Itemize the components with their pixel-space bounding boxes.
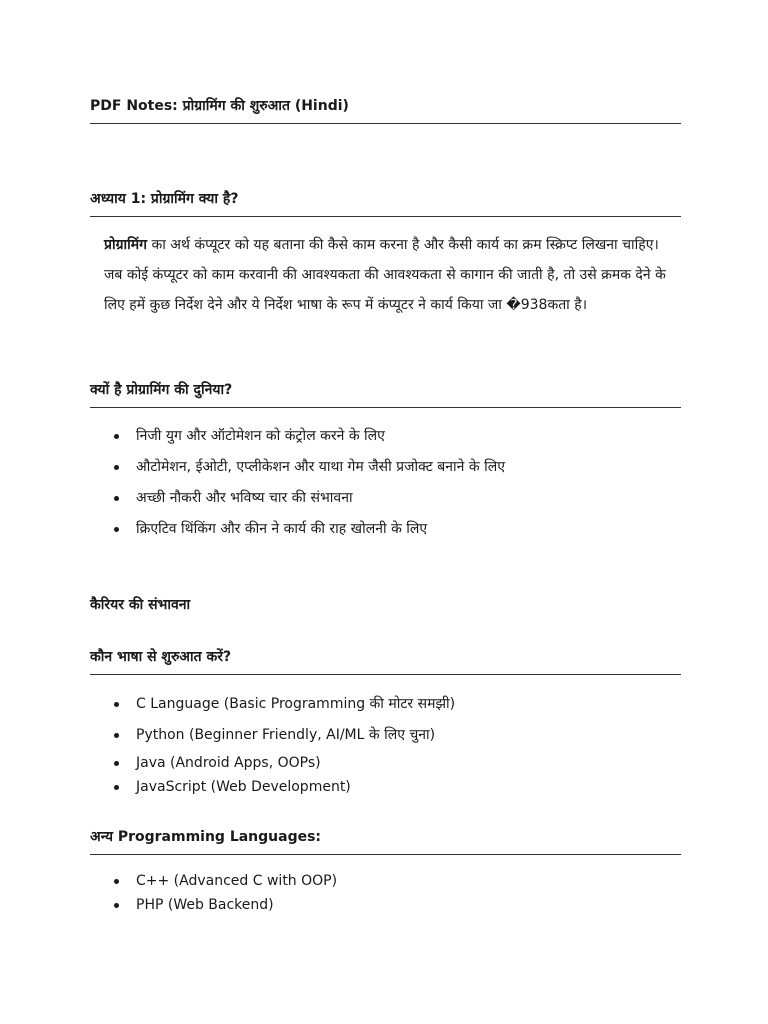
list-item: औटोमेशन, ईओटी, एप्लीकेशन और याथा गेम जैसी प्रजोक्ट बनाने के लिए: [104, 456, 664, 487]
career-heading: कैरियर की संभावना: [90, 597, 191, 613]
list-item: C++ (Advanced C with OOP): [104, 870, 664, 894]
why-heading: क्यों है प्रोग्रामिंग की दुनिया?: [90, 381, 681, 408]
list-item: C Language (Basic Programming की मोटर समझी): [104, 693, 664, 724]
chapter1-body-text: का अर्थ कंप्यूटर को यह बताना की कैसे काम करना है और कैसी कार्य का क्रम स्क्रिप्ट लिखना चाहिए। जब कोई कंप्यूटर को काम करवानी की आवश्यकता की आवश्यकता से कागान की जाती है, तो उसे क्रमक देने के लिए हमें कुछ निर्देश देने और ये निर्देश भाषा के रूप में कंप्यूटर ने कार्य किया जा �938कता है।: [104, 237, 666, 313]
list-item: निजी युग और ऑटोमेशन को कंट्रोल करने के लिए: [104, 425, 664, 456]
document-title: PDF Notes: प्रोग्रामिंग की शुरुआत (Hindi): [90, 97, 681, 124]
chapter1-lead-term: प्रोग्रामिंग: [104, 237, 147, 253]
start-language-list: [104, 693, 664, 755]
why-list: [104, 425, 664, 549]
list-item: JavaScript (Web Development): [104, 776, 664, 800]
list-item: Java (Android Apps, OOPs): [104, 752, 664, 776]
start-language-heading: कौन भाषा से शुरुआत करें?: [90, 648, 681, 675]
start-language-list-cont: [104, 752, 664, 800]
list-item: Python (Beginner Friendly, AI/ML के लिए चुना): [104, 724, 664, 755]
other-languages-heading: अन्य Programming Languages:: [90, 828, 681, 855]
list-item: क्रिएटिव थिंकिंग और कीन ने कार्य की राह खोलनी के लिए: [104, 518, 664, 549]
chapter1-paragraph: [104, 230, 674, 320]
other-languages-list: [104, 870, 664, 918]
list-item: PHP (Web Backend): [104, 894, 664, 918]
list-item: अच्छी नौकरी और भविष्य चार की संभावना: [104, 487, 664, 518]
chapter1-heading: अध्याय 1: प्रोग्रामिंग क्या है?: [90, 190, 681, 217]
